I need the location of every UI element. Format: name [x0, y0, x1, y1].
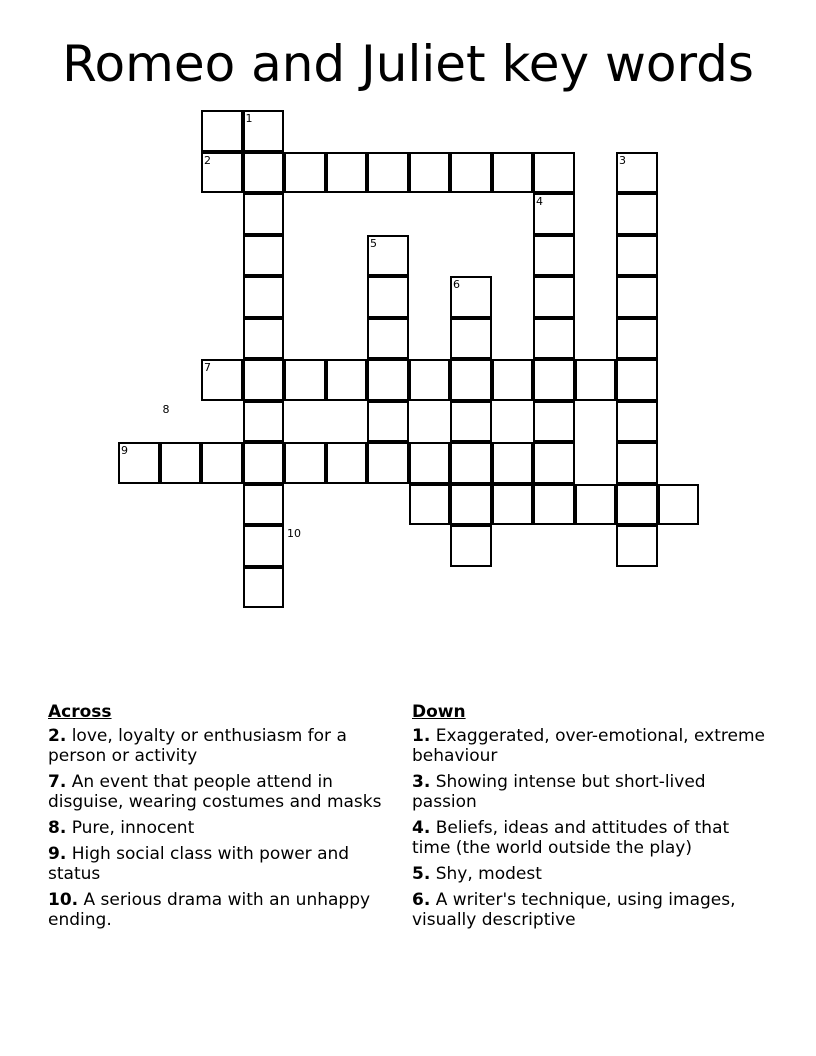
clue-number-label: 5 [370, 236, 377, 250]
clue-text: A writer's technique, using images, visually descriptive [412, 890, 736, 930]
grid-cell[interactable] [367, 318, 409, 360]
grid-cell[interactable] [533, 235, 575, 277]
grid-cell[interactable] [616, 276, 658, 318]
clue-number-label: 1 [245, 112, 253, 125]
grid-cell[interactable] [160, 442, 202, 484]
clue-number: 7. [48, 772, 67, 792]
grid-cell[interactable] [450, 359, 492, 401]
grid-cell[interactable] [284, 442, 326, 484]
grid-cell[interactable] [616, 401, 658, 443]
grid-cell[interactable] [284, 359, 326, 401]
clue-number-label: 4 [536, 195, 543, 208]
clue-number: 3. [412, 772, 431, 792]
clue-across-9 [48, 844, 403, 884]
grid-cell[interactable] [450, 152, 492, 194]
clue-down-5 [412, 864, 772, 884]
grid-cell[interactable] [533, 484, 575, 526]
grid-cell[interactable] [243, 318, 285, 360]
clue-across-8 [48, 818, 403, 838]
grid-cell[interactable] [450, 525, 492, 567]
grid-cell[interactable] [326, 359, 368, 401]
clue-number: 10. [48, 890, 79, 910]
grid-cell[interactable] [533, 276, 575, 318]
across-heading: Across [48, 702, 112, 722]
grid-cell[interactable] [243, 359, 285, 401]
grid-cell[interactable] [533, 152, 575, 194]
grid-cell[interactable] [326, 152, 368, 194]
grid-cell[interactable] [367, 276, 409, 318]
clue-text: Beliefs, ideas and attitudes of that time (the world outside the play) [412, 818, 730, 858]
clue-down-6 [412, 890, 772, 930]
grid-cell[interactable] [243, 401, 285, 443]
grid-cell[interactable] [326, 442, 368, 484]
clue-across-7 [48, 772, 403, 812]
grid-cell[interactable] [367, 152, 409, 194]
clue-across-2 [48, 726, 403, 766]
grid-cell[interactable] [575, 484, 617, 526]
clue-number: 9. [48, 844, 67, 864]
clue-number: 8. [48, 818, 67, 838]
grid-cell[interactable] [616, 525, 658, 567]
grid-cell[interactable] [450, 401, 492, 443]
clue-number: 2. [48, 726, 67, 746]
grid-cell[interactable] [616, 193, 658, 235]
clue-number: 1. [412, 726, 431, 746]
grid-cell[interactable] [367, 359, 409, 401]
clue-down-3 [412, 772, 772, 812]
clue-down-4 [412, 818, 772, 858]
clue-text: love, loyalty or enthusiasm for a person or activity [48, 726, 347, 766]
grid-cell[interactable] [243, 525, 285, 567]
puzzle-title: Romeo and Juliet key words [62, 35, 754, 93]
clue-number: 6. [412, 890, 431, 910]
clue-number: 4. [412, 818, 431, 838]
grid-cell[interactable] [284, 152, 326, 194]
clue-number: 5. [412, 864, 431, 884]
grid-cell[interactable] [616, 359, 658, 401]
grid-cell[interactable] [243, 152, 285, 194]
grid-cell[interactable] [450, 442, 492, 484]
clue-text: Showing intense but short-lived passion [412, 772, 706, 812]
clue-number-label: 8 [162, 402, 170, 416]
grid-cell[interactable] [243, 235, 285, 277]
grid-cell[interactable] [616, 442, 658, 484]
clue-number-label: 6 [453, 278, 460, 291]
grid-cell[interactable] [616, 318, 658, 360]
clue-text: High social class with power and status [48, 844, 350, 884]
grid-cell[interactable] [533, 401, 575, 443]
grid-cell[interactable] [616, 484, 658, 526]
grid-cell[interactable] [409, 359, 451, 401]
clue-text: A serious drama with an unhappy ending. [48, 890, 371, 930]
down-clues [412, 702, 772, 936]
clue-number-label: 3 [619, 153, 626, 167]
clue-text: Exaggerated, over-emotional, extreme behaviour [412, 726, 765, 766]
clue-down-1 [412, 726, 772, 766]
grid-cell[interactable] [243, 484, 285, 526]
clue-text: Shy, modest [430, 864, 542, 884]
down-heading: Down [412, 702, 466, 722]
grid-cell[interactable] [492, 359, 534, 401]
grid-cell[interactable] [492, 152, 534, 194]
grid-cell[interactable] [243, 276, 285, 318]
across-clues [48, 702, 403, 936]
grid-cell[interactable] [201, 442, 243, 484]
grid-cell[interactable] [450, 318, 492, 360]
clue-text: Pure, innocent [66, 818, 195, 838]
grid-cell[interactable] [201, 110, 243, 152]
grid-cell[interactable] [492, 484, 534, 526]
grid-cell[interactable] [575, 359, 617, 401]
clue-text: An event that people attend in disguise, wearing costumes and masks [48, 772, 382, 812]
clue-number-label: 7 [204, 361, 211, 374]
grid-cell[interactable] [658, 484, 700, 526]
grid-cell[interactable] [243, 193, 285, 235]
clue-number-label: 9 [121, 444, 128, 457]
grid-cell[interactable] [533, 442, 575, 484]
grid-cell[interactable] [409, 442, 451, 484]
clue-number-label: 10 [287, 527, 301, 540]
grid-cell[interactable] [243, 567, 285, 609]
grid-cell[interactable] [533, 359, 575, 401]
grid-cell[interactable] [367, 401, 409, 443]
grid-cell[interactable] [533, 318, 575, 360]
clue-number-label: 2 [204, 153, 211, 167]
grid-cell[interactable] [367, 442, 409, 484]
grid-cell[interactable] [409, 152, 451, 194]
grid-cell[interactable] [492, 442, 534, 484]
grid-cell[interactable] [616, 235, 658, 277]
clue-across-10 [48, 890, 403, 930]
grid-cell[interactable] [409, 484, 451, 526]
grid-cell[interactable] [450, 484, 492, 526]
grid-cell[interactable] [243, 442, 285, 484]
